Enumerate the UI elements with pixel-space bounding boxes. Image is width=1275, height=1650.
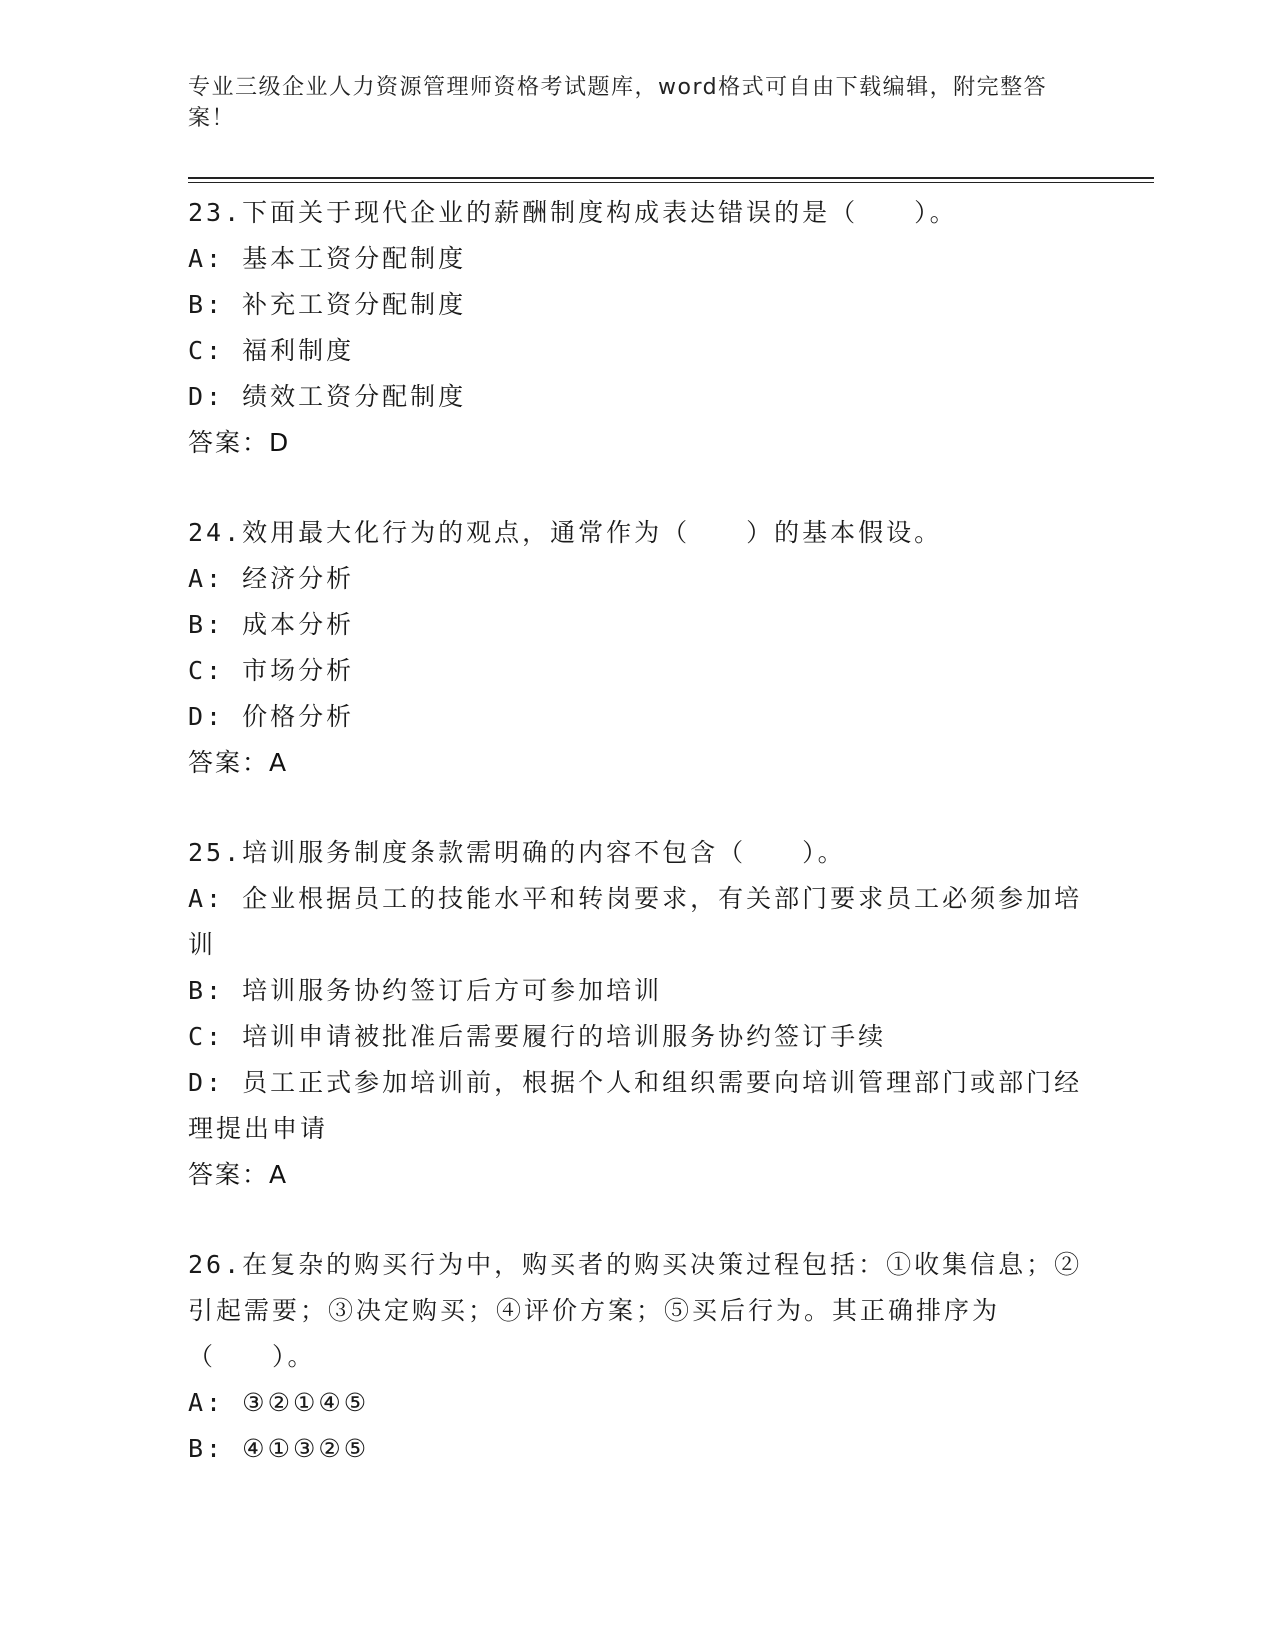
option-d: D: 员工正式参加培训前，根据个人和组织需要向培训管理部门或部门经理提出申请 bbox=[188, 1068, 1083, 1143]
question-26 bbox=[188, 1242, 1088, 1472]
question-list bbox=[188, 190, 1088, 1472]
option-b: B: 成本分析 bbox=[188, 610, 355, 639]
option-b: B: 培训服务协约签订后方可参加培训 bbox=[188, 976, 663, 1005]
header-divider-top bbox=[188, 177, 1154, 179]
question-24 bbox=[188, 510, 1088, 786]
option-a: A: 经济分析 bbox=[188, 564, 355, 593]
question-23 bbox=[188, 190, 1088, 466]
answer-label: 答案：A bbox=[188, 748, 289, 777]
question-stem: 24.效用最大化行为的观点，通常作为（ ）的基本假设。 bbox=[188, 518, 943, 547]
question-spacer bbox=[188, 1198, 1088, 1242]
answer-label: 答案：A bbox=[188, 1160, 289, 1189]
option-a: A: ③②①④⑤ bbox=[188, 1388, 370, 1417]
option-b: B: ④①③②⑤ bbox=[188, 1434, 370, 1463]
question-stem: 25.培训服务制度条款需明确的内容不包含（ ）。 bbox=[188, 838, 846, 867]
option-d: D: 价格分析 bbox=[188, 702, 355, 731]
option-c: C: 市场分析 bbox=[188, 656, 355, 685]
question-spacer bbox=[188, 466, 1088, 510]
option-b: B: 补充工资分配制度 bbox=[188, 290, 467, 319]
document-header: 专业三级企业人力资源管理师资格考试题库，word格式可自由下载编辑，附完整答案！ bbox=[188, 75, 1048, 131]
option-c: C: 福利制度 bbox=[188, 336, 355, 365]
question-stem: 26.在复杂的购买行为中，购买者的购买决策过程包括：①收集信息；②引起需要；③决定购买；④评价方案；⑤买后行为。其正确排序为（ ）。 bbox=[188, 1250, 1083, 1371]
option-a: A: 基本工资分配制度 bbox=[188, 244, 467, 273]
question-25 bbox=[188, 830, 1088, 1198]
option-c: C: 培训申请被批准后需要履行的培训服务协约签订手续 bbox=[188, 1022, 887, 1051]
option-a: A: 企业根据员工的技能水平和转岗要求，有关部门要求员工必须参加培训 bbox=[188, 884, 1083, 959]
option-d: D: 绩效工资分配制度 bbox=[188, 382, 467, 411]
answer-label: 答案：D bbox=[188, 428, 291, 457]
header-divider-bottom bbox=[188, 182, 1154, 183]
question-spacer bbox=[188, 786, 1088, 830]
question-stem: 23.下面关于现代企业的薪酬制度构成表达错误的是（ ）。 bbox=[188, 198, 958, 227]
